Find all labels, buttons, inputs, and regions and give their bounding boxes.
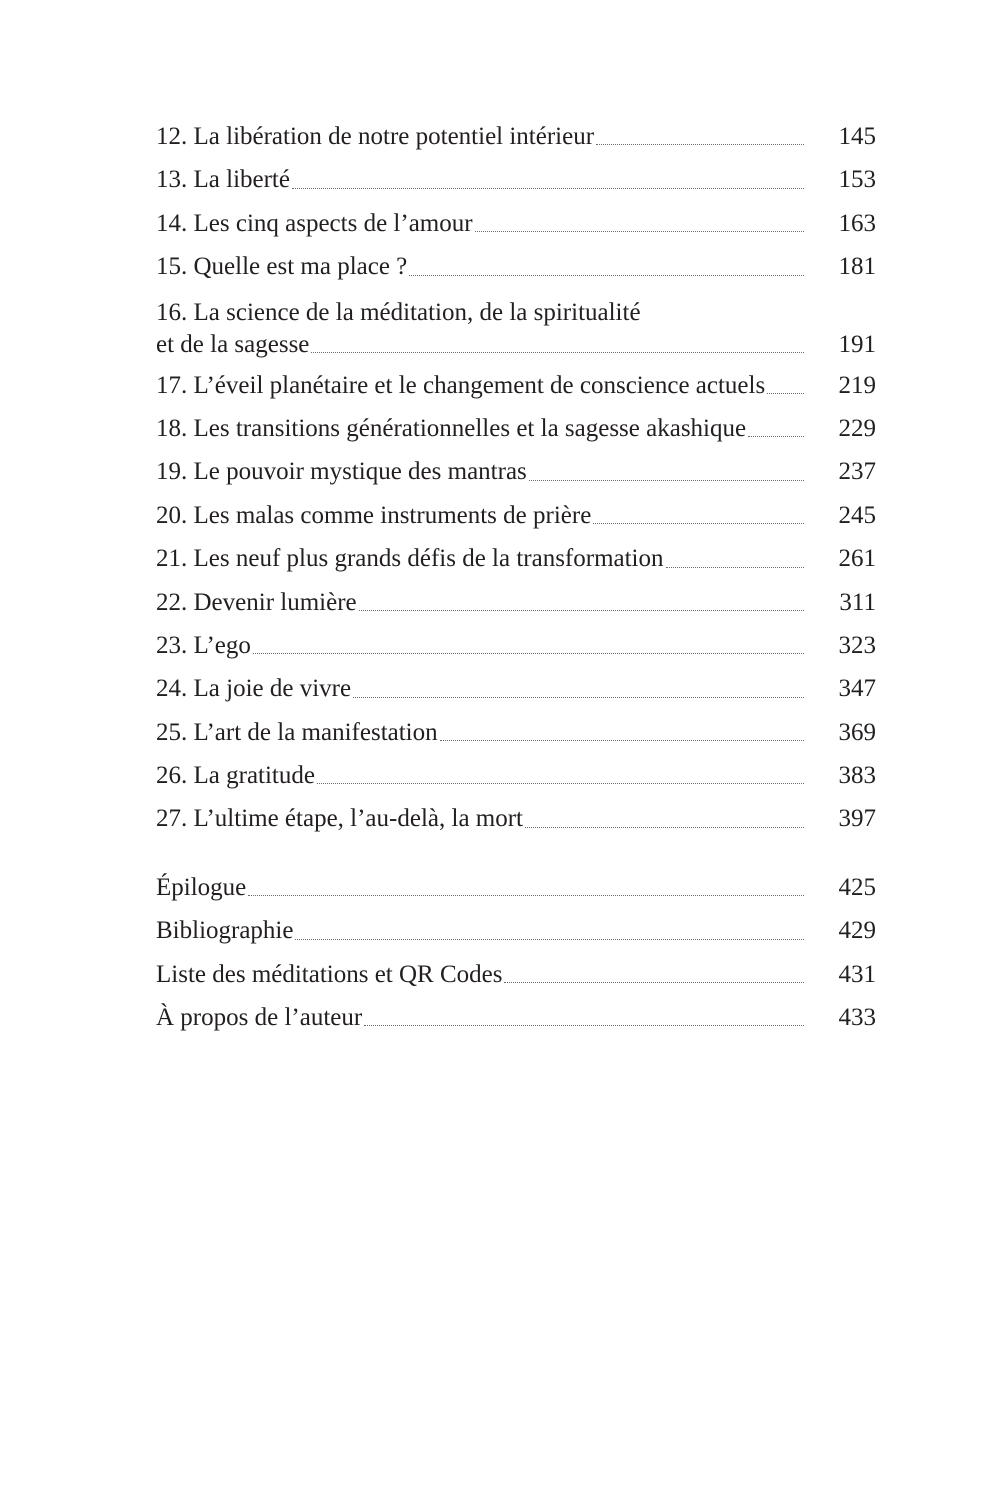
toc-entry-page: 347 [838,675,876,703]
toc-entry-14 [156,202,876,245]
dot-leader [748,435,804,437]
toc-entry-title: 26. La gratitude [156,762,315,790]
toc-entry-liste-meditations [156,953,876,996]
toc-entry-page: 245 [838,501,876,529]
toc-entry-title-line2: et de la sagesse [156,330,310,358]
toc-entry-title: Liste des méditations et QR Codes [156,960,503,988]
dot-leader [596,143,804,145]
toc-entry-title: 15. Quelle est ma place ? [156,253,408,281]
toc-entry-page: 153 [838,166,876,194]
toc-entry-title: 18. Les transitions générationnelles et la sagesse akashique [156,414,747,442]
dot-leader [593,522,804,524]
toc-entry-22 [156,581,876,624]
toc-entry-27 [156,797,876,840]
toc-entry-page: 237 [838,458,876,486]
dot-leader [440,739,804,741]
toc-entry-page: 219 [838,371,876,399]
toc-entry-title: 23. L’ego [156,631,251,659]
toc-entry-a-propos [156,996,876,1039]
toc-entry-26 [156,754,876,797]
toc-entry-21 [156,537,876,580]
toc-entry-title: 22. Devenir lumière [156,588,357,616]
toc-entry-title: 17. L’éveil planétaire et le changement de conscience actuels [156,371,766,399]
toc-entry-page: 229 [838,414,876,442]
dot-leader [295,938,804,940]
toc-entry-title: 27. L’ultime étape, l’au-delà, la mort [156,805,524,833]
dot-leader [767,392,804,394]
dot-leader [525,826,804,828]
dot-leader [353,696,804,698]
toc-entry-17 [156,364,876,407]
toc-entry-20 [156,494,876,537]
toc-entry-title: 20. Les malas comme instruments de prière [156,501,592,529]
dot-leader [475,230,804,232]
toc-entry-25 [156,711,876,754]
toc-entry-bibliographie [156,909,876,952]
toc-entry-title: 12. La libération de notre potentiel intérieur [156,122,595,150]
toc-entry-page: 311 [839,588,876,616]
dot-leader [504,981,804,983]
toc-entry-title: Bibliographie [156,917,294,945]
toc-entry-13 [156,158,876,201]
dot-leader [311,351,804,353]
toc-entry-page: 181 [838,253,876,281]
toc-entry-16 [156,289,876,364]
dot-leader [529,479,804,481]
toc-entry-page: 323 [838,631,876,659]
toc-entry-epilogue [156,866,876,909]
dot-leader [666,566,804,568]
dot-leader [248,894,804,896]
toc-entry-page: 429 [838,917,876,945]
toc-entry-page: 433 [838,1004,876,1032]
toc-entry-18 [156,407,876,450]
toc-entry-15 [156,245,876,288]
toc-entry-page: 163 [838,209,876,237]
toc-entry-page: 145 [838,122,876,150]
dot-leader [409,274,804,276]
toc-entry-title: Épilogue [156,873,247,901]
toc-entry-title: 21. Les neuf plus grands défis de la transformation [156,545,664,573]
toc-entry-page: 397 [838,805,876,833]
toc-entry-title: 14. Les cinq aspects de l’amour [156,209,473,237]
toc-entry-page: 191 [838,330,876,358]
toc-entry-page: 383 [838,762,876,790]
dot-leader [317,782,804,784]
toc-entry-23 [156,624,876,667]
toc-entry-title: 24. La joie de vivre [156,675,352,703]
toc-entry-title: 25. L’art de la manifestation [156,718,438,746]
table-of-contents [156,115,876,1039]
toc-entry-title-line1: 16. La science de la méditation, de la spiritualité [156,298,641,326]
toc-entry-page: 369 [838,718,876,746]
toc-entry-title: 13. La liberté [156,166,290,194]
toc-entry-title: À propos de l’auteur [156,1004,363,1032]
toc-entry-page: 261 [838,545,876,573]
toc-entry-12 [156,115,876,158]
toc-entry-page: 425 [838,873,876,901]
dot-leader [253,652,804,654]
dot-leader [292,187,804,189]
section-gap [156,841,876,866]
toc-entry-page: 431 [838,960,876,988]
toc-entry-title: 19. Le pouvoir mystique des mantras [156,458,527,486]
toc-entry-19 [156,450,876,493]
toc-entry-24 [156,667,876,710]
dot-leader [359,609,804,611]
dot-leader [364,1024,804,1026]
